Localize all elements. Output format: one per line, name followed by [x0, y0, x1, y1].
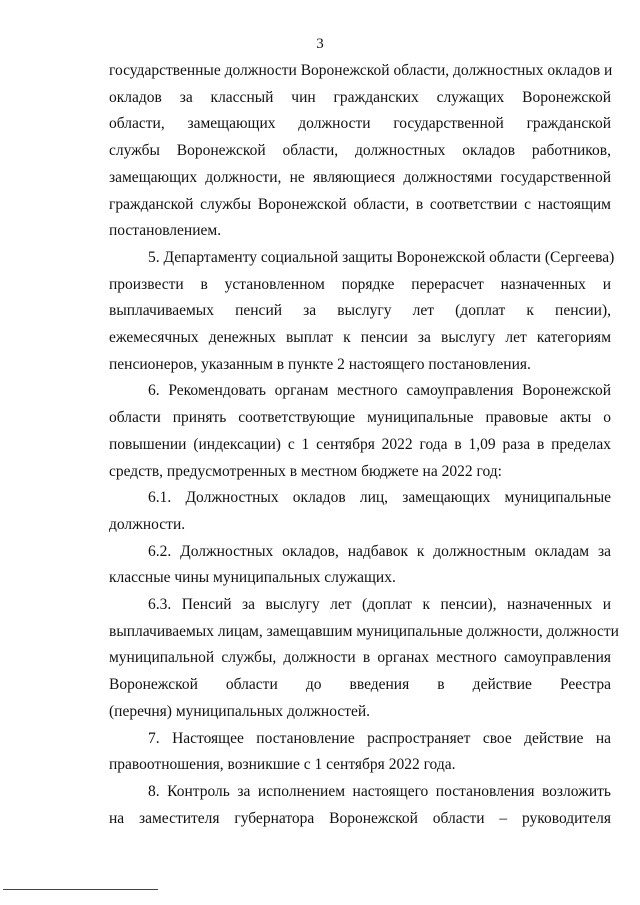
text-line: 5. Департаменту социальной защиты Воронежской области (Сергеева): [148, 248, 615, 266]
document-body: [109, 58, 619, 832]
text-line: выплачиваемых пенсий за выслугу лет (доплат к пенсии),: [109, 302, 611, 320]
paragraph-8: [109, 779, 611, 832]
text-line: средств, предусмотренных в местном бюджете на 2022 год:: [109, 462, 502, 480]
text-line: 6.3. Пенсий за выслугу лет (доплат к пенсии), назначенных и: [148, 596, 611, 614]
text-line: (перечня) муниципальных должностей.: [109, 702, 371, 720]
paragraph-6-1: [109, 485, 611, 538]
paragraph-6: [109, 378, 611, 485]
text-line: замещающих должности, не являющиеся должностями государственной: [109, 168, 611, 186]
text-line: произвести в установленном порядке перерасчет назначенных и: [109, 275, 611, 293]
paragraph-7: [109, 726, 611, 779]
text-line: 8. Контроль за исполнением настоящего постановления возложить: [148, 782, 611, 800]
paragraph-6-3: [109, 592, 619, 726]
text-line: окладов за классный чин гражданских служащих Воронежской: [109, 88, 611, 106]
paragraph-5: [109, 245, 615, 379]
paragraph-continuation: [109, 58, 611, 245]
text-line: области, замещающих должности государственной гражданской: [109, 115, 611, 133]
text-line: правоотношения, возникшие с 1 сентября 2022 года.: [109, 756, 456, 774]
text-line: пенсионеров, указанным в пункте 2 настоящего постановления.: [109, 355, 531, 373]
text-line: 6. Рекомендовать органам местного самоуправления Воронежской: [148, 382, 611, 400]
text-line: постановлением.: [109, 222, 222, 240]
footer-divider: [3, 889, 158, 890]
text-line: муниципальной службы, должности в органах местного самоуправления: [109, 649, 611, 667]
text-line: гражданской службы Воронежской области, в соответствии с настоящим: [109, 195, 611, 213]
text-line: 6.2. Должностных окладов, надбавок к должностным окладам за: [148, 542, 611, 560]
text-line: Воронежской области до введения в действие Реестра: [109, 676, 611, 694]
text-line: государственные должности Воронежской области, должностных окладов и: [109, 62, 613, 79]
text-line: службы Воронежской области, должностных окладов работников,: [109, 142, 611, 160]
text-line: ежемесячных денежных выплат к пенсии за выслугу лет категориям: [109, 329, 611, 347]
text-line: должности.: [109, 515, 186, 533]
text-line: области принять соответствующие муниципальные правовые акты о: [109, 409, 611, 427]
paragraph-6-2: [109, 539, 611, 592]
page-number: 3: [316, 36, 324, 52]
text-line: 6.1. Должностных окладов лиц, замещающих муниципальные: [148, 489, 611, 507]
text-line: на заместителя губернатора Воронежской области – руководителя: [109, 809, 611, 827]
text-line: повышении (индексации) с 1 сентября 2022 года в 1,09 раза в пределах: [109, 435, 611, 453]
text-line: выплачиваемых лицам, замещавшим муниципальные должности, должности: [109, 622, 619, 640]
text-line: классные чины муниципальных служащих.: [109, 569, 396, 587]
text-line: 7. Настоящее постановление распространяет свое действие на: [148, 729, 611, 747]
